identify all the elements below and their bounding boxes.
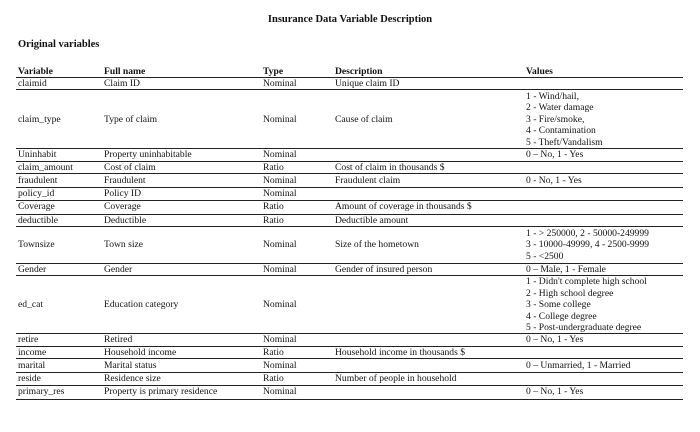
cell-full-name: Town size: [102, 227, 261, 264]
cell-full-name: Property is primary residence: [102, 385, 261, 399]
cell-type: Nominal: [261, 359, 333, 373]
table-row: [16, 78, 683, 90]
value-line: 5 - Theft/Vandalism: [526, 136, 603, 148]
cell-full-name: Type of claim: [102, 90, 261, 149]
cell-values: [524, 373, 683, 385]
value-line: 1 - Didn't complete high school: [526, 276, 647, 288]
cell-type: Ratio: [261, 346, 333, 358]
cell-variable: retire: [16, 334, 102, 346]
cell-type: Nominal: [261, 385, 333, 399]
cell-variable: claimid: [16, 78, 102, 90]
cell-values: [524, 188, 683, 200]
cell-values: [524, 149, 683, 161]
cell-full-name: Residence size: [102, 373, 261, 385]
cell-description: [333, 149, 524, 161]
cell-values: [524, 276, 683, 334]
cell-description: [333, 334, 524, 346]
cell-variable: fraudulent: [16, 174, 102, 188]
cell-variable: marital: [16, 359, 102, 373]
cell-type: Ratio: [261, 214, 333, 226]
cell-description: [333, 359, 524, 373]
cell-description: [333, 188, 524, 200]
cell-description: Cost of claim in thousands $: [333, 161, 524, 173]
cell-variable: income: [16, 346, 102, 358]
cell-full-name: Property uninhabitable: [102, 149, 261, 161]
cell-description: Size of the hometown: [333, 227, 524, 264]
value-line: 0 - No, 1 - Yes: [526, 175, 582, 187]
value-line: 3 - Some college: [526, 299, 591, 311]
cell-full-name: Retired: [102, 334, 261, 346]
table-row: [16, 276, 683, 334]
value-line: 0 – Unmarried, 1 - Married: [526, 360, 631, 372]
cell-type: Ratio: [261, 200, 333, 214]
value-line: 4 - Contamination: [526, 125, 596, 137]
cell-variable: claim_type: [16, 90, 102, 149]
cell-type: Nominal: [261, 149, 333, 161]
cell-full-name: Policy ID: [102, 188, 261, 200]
value-line: 3 - Fire/smoke,: [526, 113, 585, 125]
cell-type: Nominal: [261, 174, 333, 188]
table-body: [16, 78, 683, 400]
cell-description: Number of people in household: [333, 373, 524, 385]
header-description: Description: [333, 65, 524, 78]
cell-variable: claim_amount: [16, 161, 102, 173]
header-full-name: Full name: [102, 65, 261, 78]
header-row: [16, 65, 683, 78]
cell-type: Nominal: [261, 276, 333, 334]
cell-variable: Townsize: [16, 227, 102, 264]
value-line: 5 - <2500: [526, 250, 564, 262]
value-line: 4 - College degree: [526, 310, 597, 322]
cell-type: Ratio: [261, 161, 333, 173]
cell-full-name: Fraudulent: [102, 174, 261, 188]
cell-variable: primary_res: [16, 385, 102, 399]
cell-variable: policy_id: [16, 188, 102, 200]
cell-values: [524, 214, 683, 226]
value-line: 0 – No, 1 - Yes: [526, 149, 584, 161]
cell-values: [524, 90, 683, 149]
cell-variable: ed_cat: [16, 276, 102, 334]
value-line: 2 - High school degree: [526, 287, 614, 299]
value-line: 5 - Post-undergraduate degree: [526, 322, 642, 334]
table-row: [16, 90, 683, 149]
value-line: 1 - Wind/hail,: [526, 90, 579, 102]
cell-full-name: Education category: [102, 276, 261, 334]
table-row: [16, 200, 683, 214]
document-title: Insurance Data Variable Description: [267, 14, 433, 25]
cell-full-name: Gender: [102, 264, 261, 276]
header-variable: Variable: [16, 65, 102, 78]
cell-full-name: Coverage: [102, 200, 261, 214]
value-line: 0 – No, 1 - Yes: [526, 386, 584, 398]
cell-variable: Coverage: [16, 200, 102, 214]
variable-table: [16, 65, 683, 400]
cell-values: [524, 78, 683, 90]
value-line: 3 - 10000-49999, 4 - 2500-9999: [526, 239, 650, 251]
cell-description: Deductible amount: [333, 214, 524, 226]
cell-full-name: Cost of claim: [102, 161, 261, 173]
table-row: [16, 214, 683, 226]
cell-description: [333, 385, 524, 399]
cell-description: [333, 276, 524, 334]
cell-values: [524, 385, 683, 399]
table-row: [16, 359, 683, 373]
cell-type: Nominal: [261, 264, 333, 276]
table-row: [16, 373, 683, 385]
cell-description: Household income in thousands $: [333, 346, 524, 358]
table-row: [16, 385, 683, 399]
table-row: [16, 174, 683, 188]
cell-values: [524, 174, 683, 188]
value-line: 0 – Male, 1 - Female: [526, 264, 606, 276]
cell-values: [524, 161, 683, 173]
table-row: [16, 149, 683, 161]
cell-description: Gender of insured person: [333, 264, 524, 276]
table-row: [16, 264, 683, 276]
cell-variable: Gender: [16, 264, 102, 276]
cell-type: Nominal: [261, 78, 333, 90]
cell-values: [524, 200, 683, 214]
cell-variable: reside: [16, 373, 102, 385]
table-header: [16, 65, 683, 78]
cell-type: Ratio: [261, 373, 333, 385]
cell-values: [524, 359, 683, 373]
cell-type: Nominal: [261, 227, 333, 264]
value-line: 0 – No, 1 - Yes: [526, 334, 584, 346]
value-line: 1 - > 250000, 2 - 50000-249999: [526, 227, 649, 239]
cell-full-name: Deductible: [102, 214, 261, 226]
cell-description: Cause of claim: [333, 90, 524, 149]
cell-variable: Uninhabit: [16, 149, 102, 161]
cell-type: Nominal: [261, 334, 333, 346]
section-title: Original variables: [18, 39, 100, 50]
cell-values: [524, 227, 683, 264]
cell-description: Amount of coverage in thousands $: [333, 200, 524, 214]
cell-description: Unique claim ID: [333, 78, 524, 90]
cell-values: [524, 334, 683, 346]
cell-type: Nominal: [261, 90, 333, 149]
header-values: Values: [524, 65, 683, 78]
table-row: [16, 334, 683, 346]
table-row: [16, 346, 683, 358]
table-row: [16, 227, 683, 264]
table-row: [16, 161, 683, 173]
cell-values: [524, 264, 683, 276]
value-line: 2 - Water damage: [526, 102, 594, 114]
cell-variable: deductible: [16, 214, 102, 226]
header-type: Type: [261, 65, 333, 78]
cell-full-name: Household income: [102, 346, 261, 358]
cell-values: [524, 346, 683, 358]
cell-full-name: Marital status: [102, 359, 261, 373]
cell-type: Nominal: [261, 188, 333, 200]
cell-full-name: Claim ID: [102, 78, 261, 90]
table-row: [16, 188, 683, 200]
cell-description: Fraudulent claim: [333, 174, 524, 188]
